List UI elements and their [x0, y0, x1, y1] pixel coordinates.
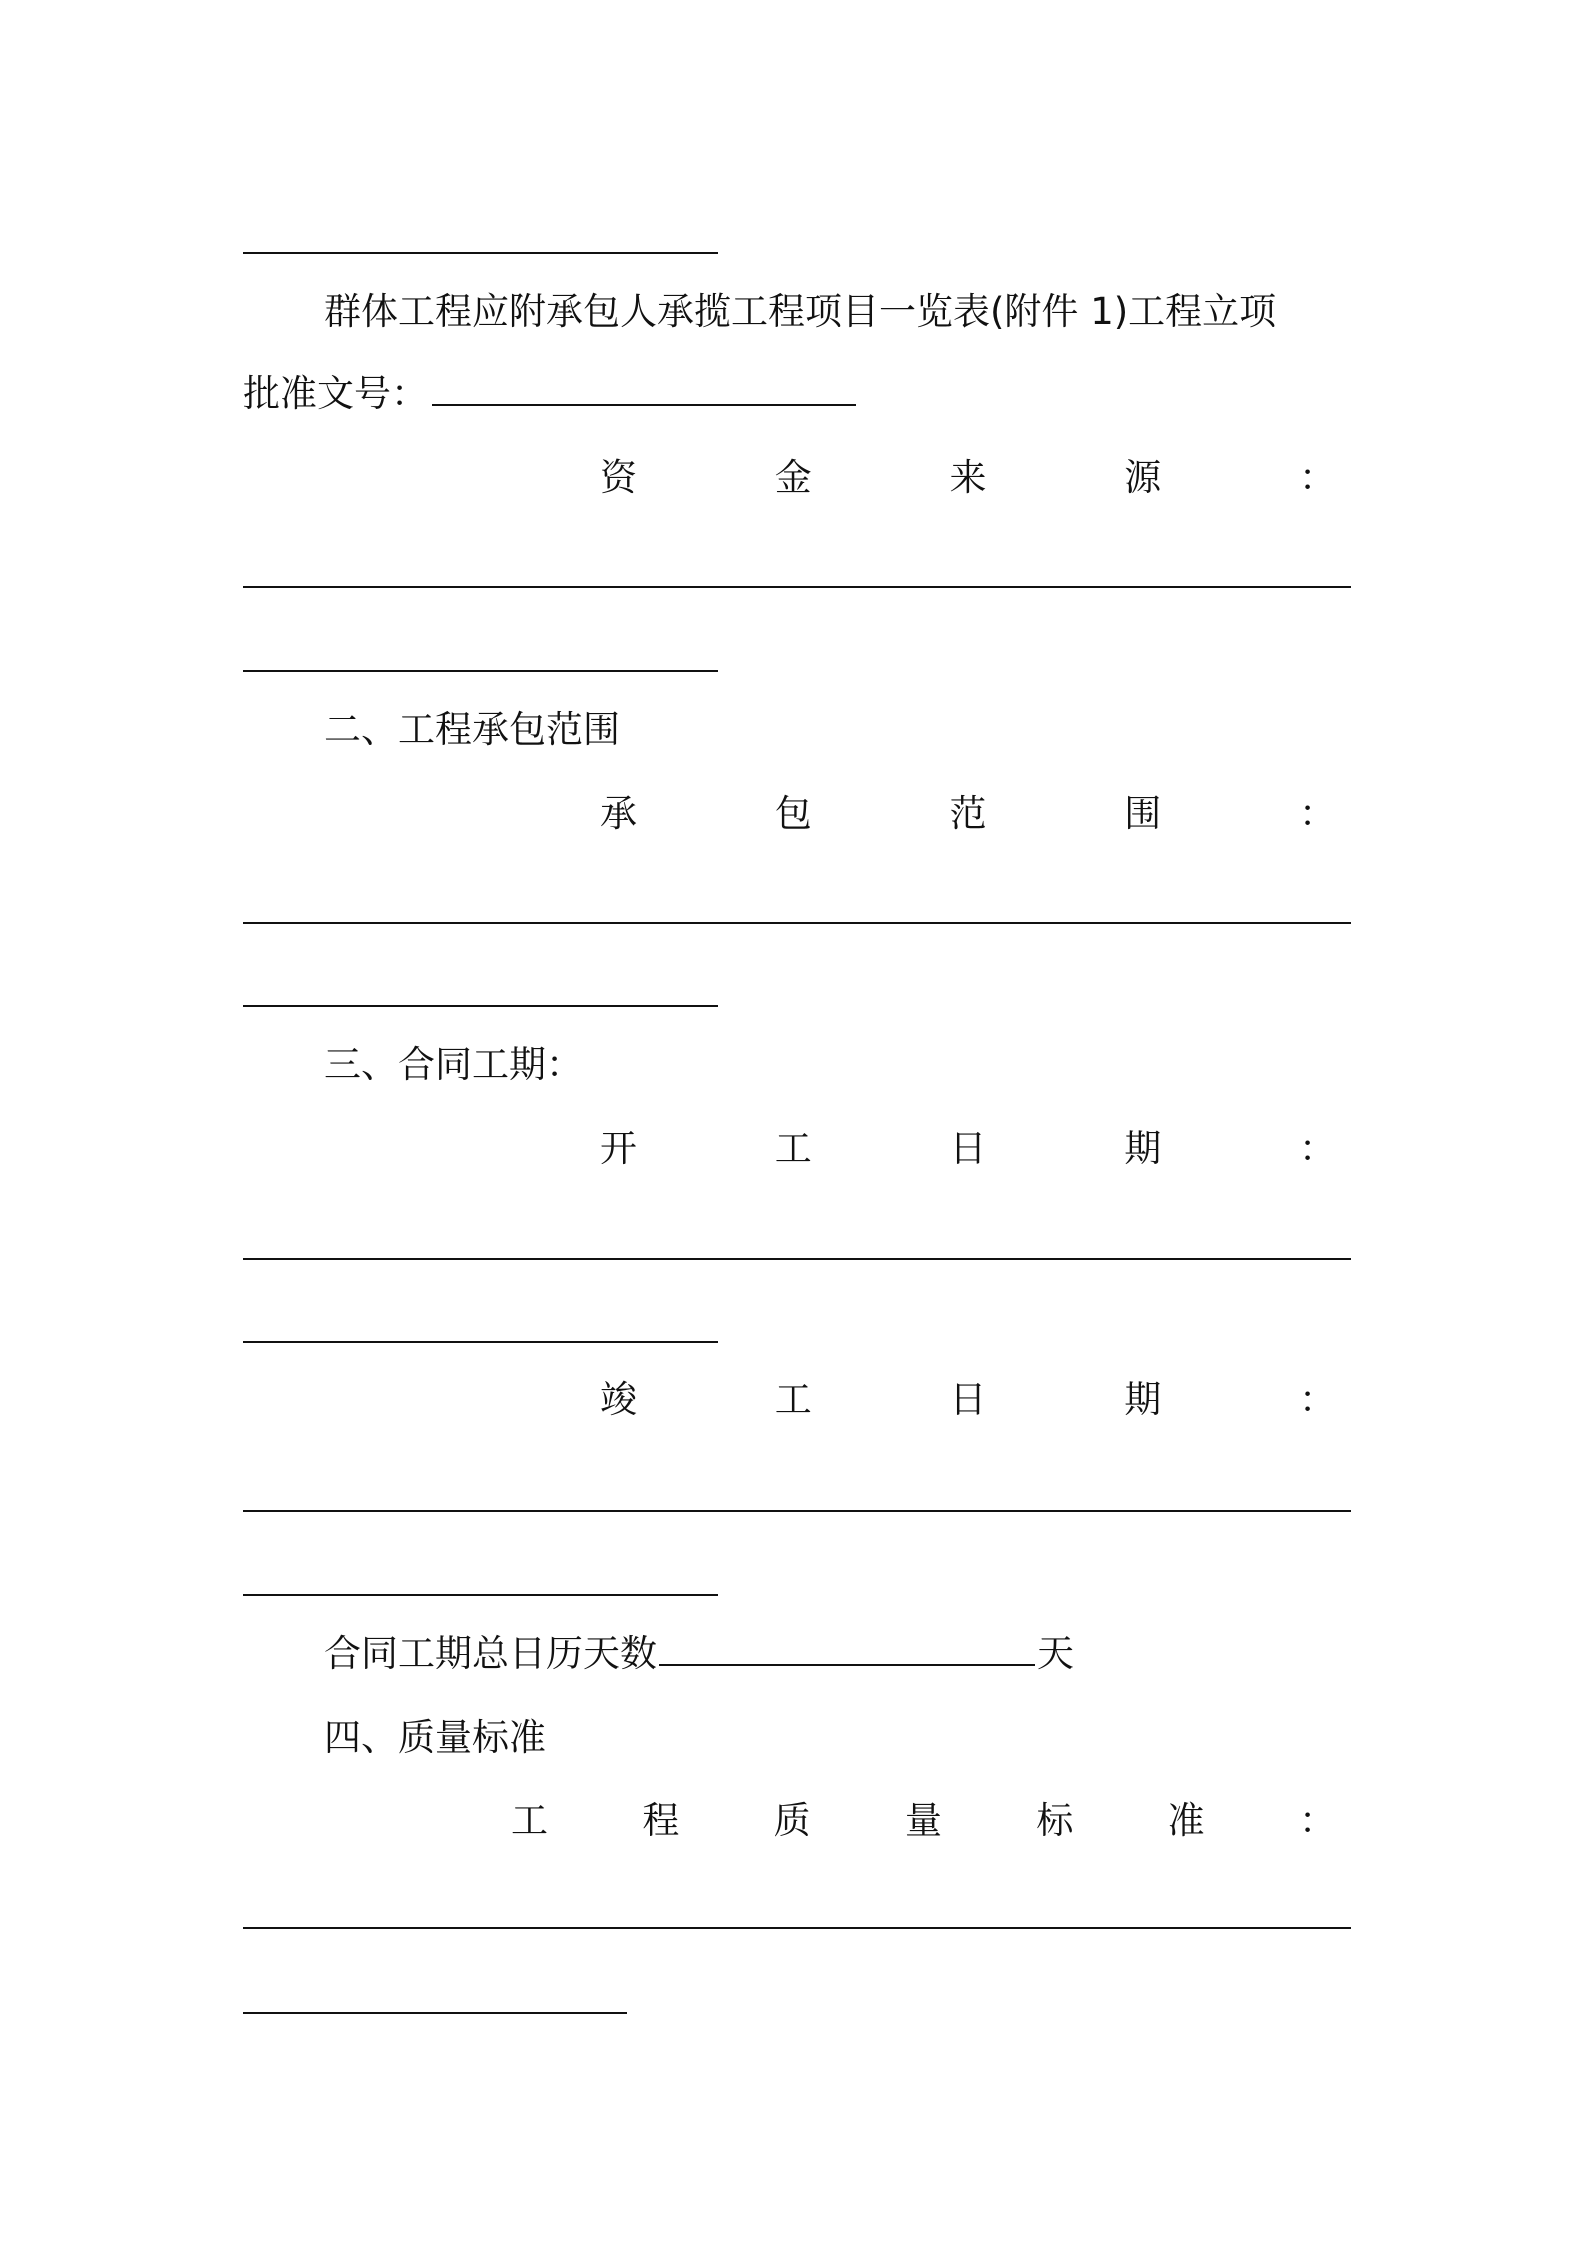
intro-paragraph	[243, 272, 1432, 352]
funding-char: ：	[1299, 456, 1336, 499]
start-date-char: 期	[1124, 1127, 1162, 1170]
approval-number-blank[interactable]	[432, 358, 856, 406]
intro-text: 群体工程应附承包人承揽工程项目一览表(附件 1)工程立项	[324, 290, 1277, 333]
funding-blank-line[interactable]	[243, 670, 718, 672]
funding-char: 源	[1124, 456, 1162, 499]
quality-blank-line[interactable]	[243, 2012, 627, 2014]
start-date-label	[600, 1109, 1336, 1189]
quality-standard-label	[511, 1781, 1336, 1861]
funding-char: 资	[600, 456, 637, 499]
section-2-heading	[243, 690, 1432, 770]
scope-char: 围	[1124, 792, 1162, 835]
scope-char: 承	[600, 792, 637, 835]
blank-line	[243, 252, 718, 254]
funding-char: 金	[774, 456, 812, 499]
quality-char: 量	[904, 1799, 942, 1842]
start-date-char: ：	[1299, 1127, 1336, 1170]
quality-blank-line[interactable]	[243, 1927, 1351, 1929]
section-4-heading-text: 四、质量标准	[324, 1716, 546, 1759]
quality-char: 质	[773, 1799, 811, 1842]
section-3-heading-text: 三、合同工期：	[324, 1043, 583, 1086]
total-days-label: 合同工期总日历天数	[324, 1632, 657, 1675]
completion-date-blank-line[interactable]	[243, 1510, 1351, 1512]
funding-char: 来	[949, 456, 987, 499]
scope-label	[600, 774, 1336, 854]
section-4-heading	[243, 1698, 1432, 1778]
scope-char: 范	[949, 792, 987, 835]
start-date-char: 日	[949, 1127, 987, 1170]
start-date-char: 工	[774, 1127, 812, 1170]
completion-date-char: 期	[1124, 1378, 1162, 1421]
total-days-line	[243, 1614, 1432, 1694]
section-2-heading-text: 二、工程承包范围	[324, 708, 620, 751]
approval-number-label: 批准文号：	[243, 372, 428, 415]
section-3-heading	[243, 1025, 1432, 1105]
quality-char: 准	[1167, 1799, 1205, 1842]
start-date-blank-line[interactable]	[243, 1341, 718, 1343]
funding-blank-line[interactable]	[243, 586, 1351, 588]
completion-date-blank-line[interactable]	[243, 1594, 718, 1596]
scope-char: 包	[774, 792, 812, 835]
start-date-char: 开	[600, 1127, 637, 1170]
completion-date-char: 竣	[600, 1378, 637, 1421]
completion-date-char: 日	[949, 1378, 987, 1421]
completion-date-label	[600, 1360, 1336, 1440]
scope-blank-line[interactable]	[243, 922, 1351, 924]
total-days-unit: 天	[1037, 1632, 1074, 1675]
completion-date-char: 工	[774, 1378, 812, 1421]
funding-source-label	[600, 438, 1336, 518]
quality-char: 程	[642, 1799, 680, 1842]
approval-number-line	[243, 354, 1351, 434]
scope-char: ：	[1299, 792, 1336, 835]
start-date-blank-line[interactable]	[243, 1258, 1351, 1260]
quality-char: ：	[1298, 1799, 1336, 1842]
scope-blank-line[interactable]	[243, 1005, 718, 1007]
quality-char: 工	[511, 1799, 548, 1842]
completion-date-char: ：	[1299, 1378, 1336, 1421]
quality-char: 标	[1036, 1799, 1074, 1842]
total-days-blank[interactable]	[659, 1618, 1035, 1666]
